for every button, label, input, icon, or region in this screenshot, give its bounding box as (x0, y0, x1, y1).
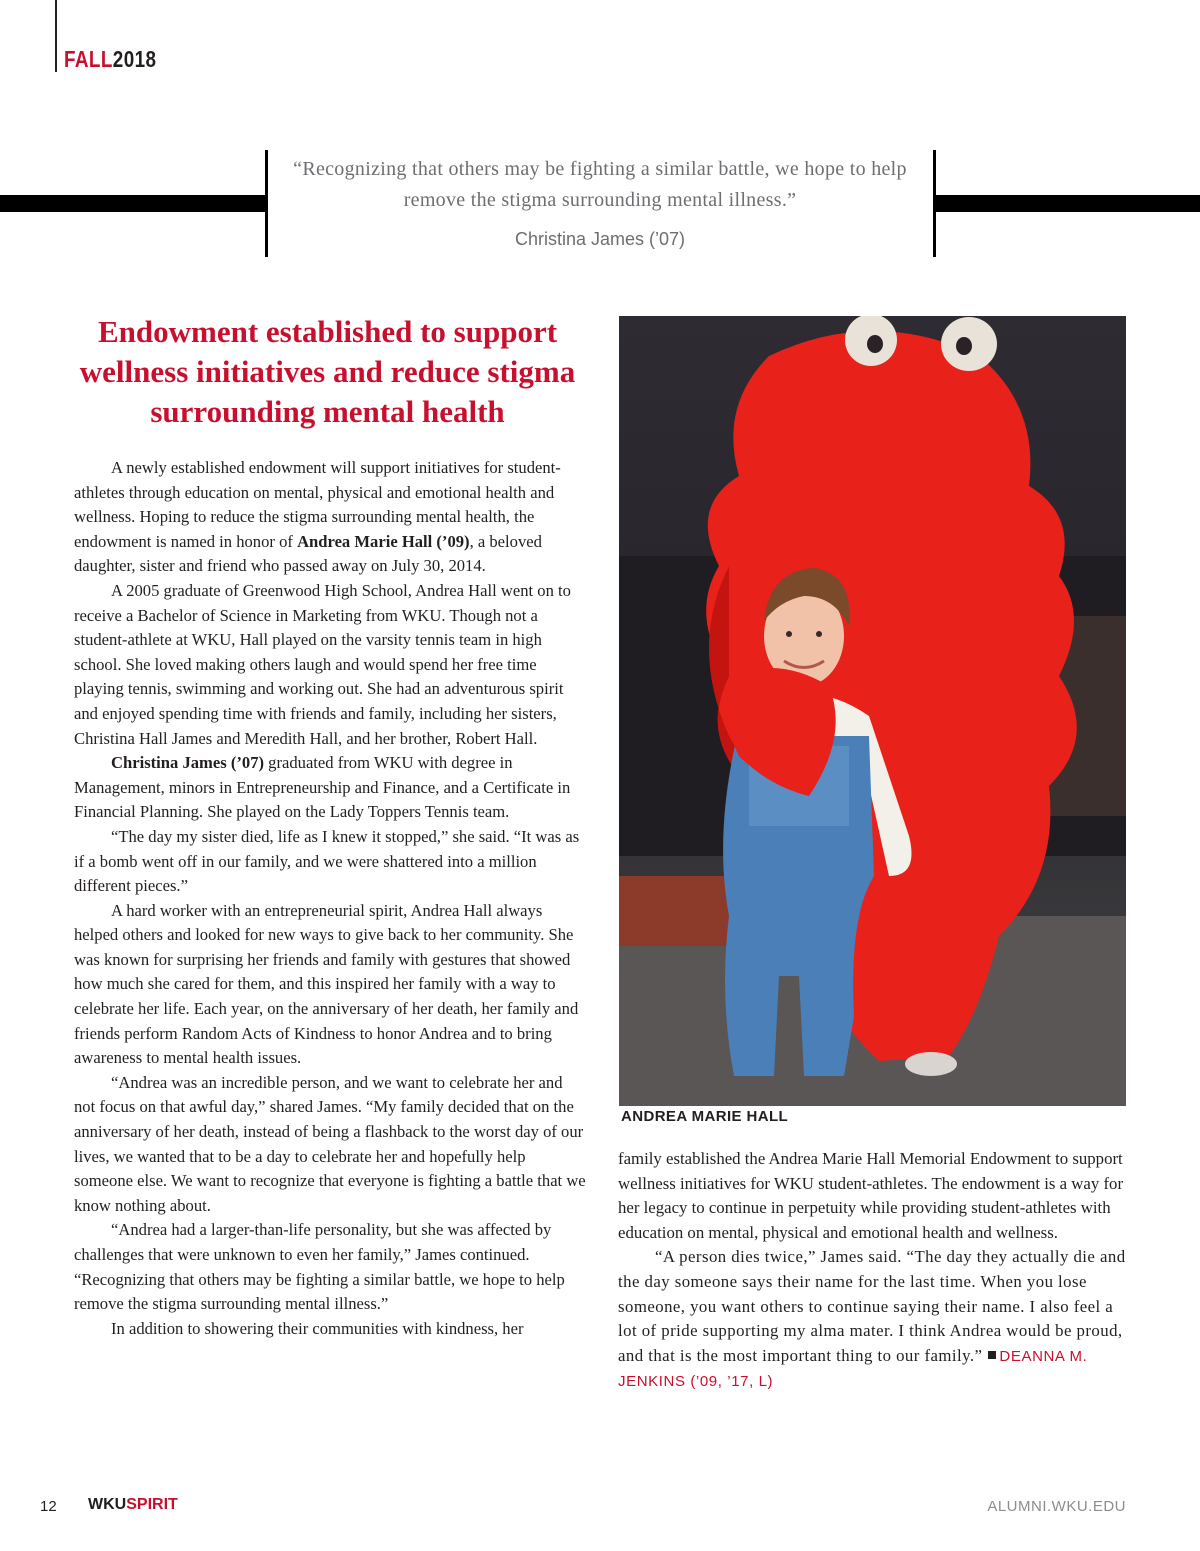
honoree-name: Andrea Marie Hall (’09) (297, 531, 470, 551)
quoted-person-name: Christina James (’07) (111, 753, 265, 773)
alumni-website-link[interactable]: ALUMNI.WKU.EDU (987, 1498, 1126, 1515)
pull-quote (275, 154, 925, 216)
article-body-left-column (74, 456, 586, 1341)
article-headline (60, 312, 595, 432)
author-byline: DEANNA M. JENKINS (’09, ’17, L) (618, 1347, 1088, 1391)
header-rule (55, 0, 57, 72)
headline-line-1: Endowment established to support (97, 314, 558, 349)
article-paragraph: A 2005 graduate of Greenwood High School, Andrea Hall went on to receive a Bachelor of Science in Marketing from WKU. Though not a student-athlete at WKU, Hall played on the varsity tennis team in high school. She loved making others laugh and would spend her free time playing tennis, swimming and working out. She had an adventurous spirit and enjoyed spending time with friends and family, including her sisters, Christina Hall James and Meredith Hall, and her brother, Robert Hall. (74, 580, 571, 748)
pull-quote-bar-left (0, 195, 268, 212)
article-paragraph: family established the Andrea Marie Hall Memorial Endowment to support wellness initiatives for WKU student-athletes. The endowment is a way for her legacy to continue in perpetuity while providing student-athletes with education on mental, physical and emotional health and wellness. (618, 1149, 1124, 1242)
headline-line-2: wellness initiatives and reduce stigma (79, 354, 576, 389)
masthead-spirit: SPIRIT (126, 1496, 178, 1513)
pull-quote-rule-left (265, 150, 268, 257)
headline-line-3: surrounding mental health (150, 394, 505, 429)
pull-quote-line-2: remove the stigma surrounding mental illness.” (403, 189, 797, 211)
article-paragraph: “Andrea was an incredible person, and we want to celebrate her and not focus on that awful day,” shared James. “My family decided that on the anniversary of her death, instead of being a flashback to the worst day of our lives, we wanted that to be a day to celebrate her and hopefully help someone else. We want to recognize that everyone is fighting a battle that we know nothing about. (74, 1072, 586, 1215)
photo-illustration (619, 316, 1126, 1106)
article-paragraph: In addition to showering their communities with kindness, her (111, 1318, 524, 1338)
article-photo (619, 316, 1126, 1106)
pull-quote-line-1: “Recognizing that others may be fighting a similar battle, we hope to help (293, 158, 907, 180)
pull-quote-bar-right (935, 195, 1200, 212)
article-paragraph: “The day my sister died, life as I knew it stopped,” she said. “It was as if a bomb went off in our family, and we were shattered into a million different pieces.” (74, 826, 580, 896)
issue-season: FALL (64, 46, 113, 72)
pull-quote-attribution: Christina James (’07) (514, 229, 686, 249)
issue-label (64, 46, 156, 73)
issue-year: 2018 (112, 46, 157, 72)
article-paragraph: “A person dies twice,” James said. “The day they actually die and the day someone says their name for the last time. When you lose someone, you want others to continue saying their name. I also feel a lot of pride supporting my alma mater. I think Andrea would be proud, and that is the most important thing to our family.” DEANNA M. JENKINS (’09, ’17, L) (618, 1247, 1126, 1391)
article-paragraph: “Andrea had a larger-than-life personality, but she was affected by challenges that were unknown to even her family,” James continued. “Recognizing that others may be fighting a similar battle, we hope to help remove the stigma surrounding mental illness.” (74, 1220, 565, 1314)
magazine-masthead (88, 1496, 178, 1514)
page-number: 12 (40, 1498, 57, 1515)
article-paragraph: A hard worker with an entrepreneurial spirit, Andrea Hall always helped others and looked for new ways to give back to her community. She was known for surprising her friends and family with gestures that showed how much she cared for them, and this inspired her family with a way to celebrate her life. Each year, on the anniversary of her death, her family and friends perform Random Acts of Kindness to honor Andrea and to bring awareness to mental health issues. (74, 900, 579, 1068)
photo-caption: ANDREA MARIE HALL (621, 1108, 789, 1125)
article-paragraph: Christina James (’07) graduated from WKU with degree in Management, minors in Entrepreneurship and Finance, and a Certificate in Financial Planning. She played on the Lady Toppers Tennis team. (74, 753, 571, 822)
masthead-wku: WKU (88, 1496, 127, 1513)
article-paragraph: A newly established endowment will support initiatives for student-athletes through education on mental, physical and emotional health and wellness. Hoping to reduce the stigma surrounding mental health, the endowment is named in honor of Andrea Marie Hall (’09), a beloved daughter, sister and friend who passed away on July 30, 2014. (74, 458, 561, 576)
pull-quote-rule-right (933, 150, 936, 257)
end-mark-icon (988, 1351, 996, 1359)
article-body-right-column (618, 1147, 1128, 1395)
